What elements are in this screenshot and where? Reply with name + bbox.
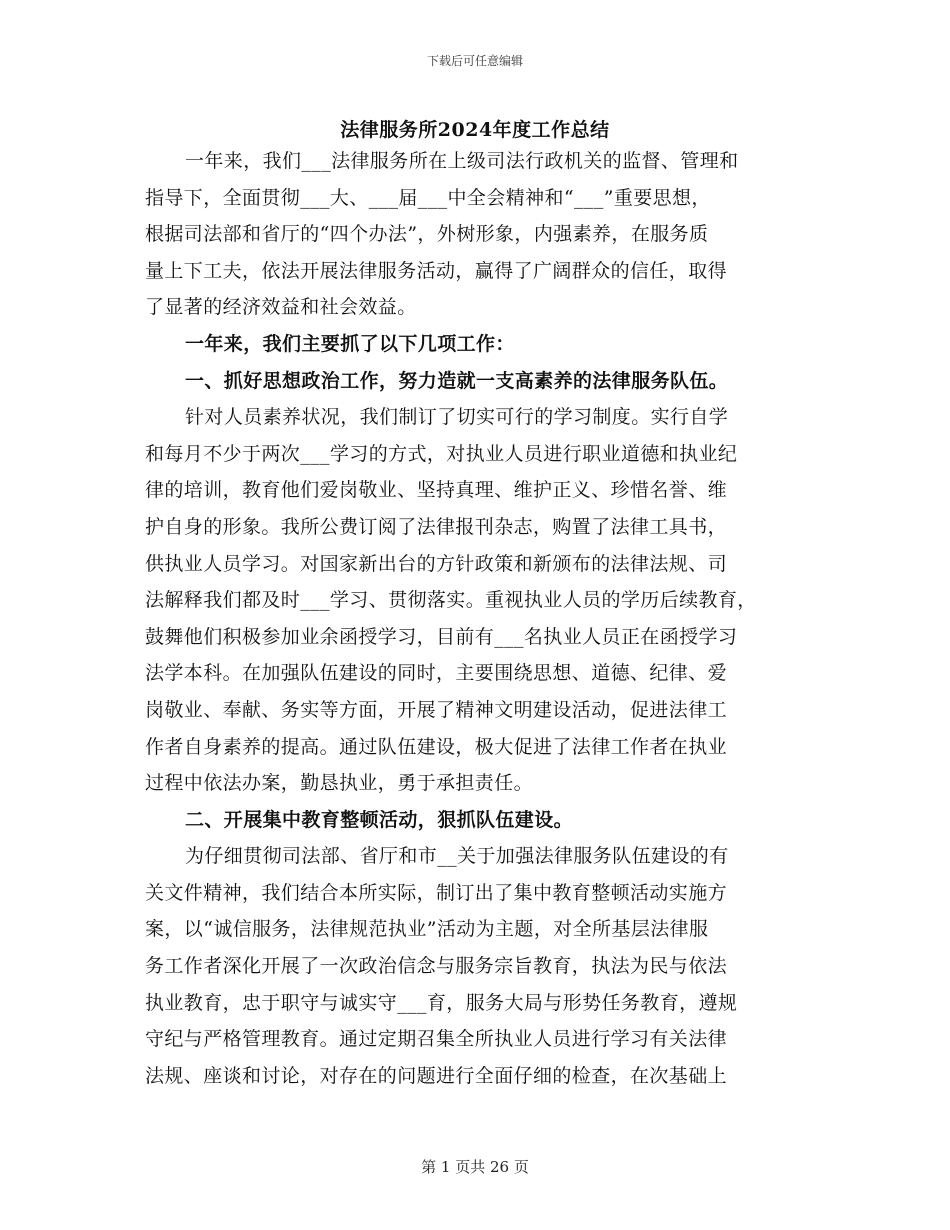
section-heading-line: 一、抓好思想政治工作，努力造就一支高素养的法律服务队伍。 — [185, 369, 729, 392]
paragraph-line: 执业教育，忠于职守与诚实守___育，服务大局与形势任务教育，遵规 — [145, 991, 738, 1014]
paragraph-line: 根据司法部和省厅的“四个办法”，外树形象，内强素养，在服务质 — [145, 223, 709, 246]
document-title: 法律服务所2024年度工作总结 — [340, 119, 610, 141]
paragraph-line: 法学本科。在加强队伍建设的同时，主要围绕思想、道德、纪律、爱 — [145, 662, 728, 685]
paragraph-line: 作者自身素养的提高。通过队伍建设，极大促进了法律工作者在执业 — [145, 735, 728, 758]
paragraph-line: 了显著的经济效益和社会效益。 — [145, 296, 417, 319]
paragraph-line: 供执业人员学习。对国家新出台的方针政策和新颁布的法律法规、司 — [145, 552, 728, 575]
page-footer: 第 1 页共 26 页 — [421, 1158, 529, 1176]
paragraph-line: 案，以“诚信服务，法律规范执业”活动为主题，对全所基层法律服 — [145, 918, 709, 941]
paragraph-line: 守纪与严格管理教育。通过定期召集全所执业人员进行学习有关法律 — [145, 1028, 728, 1051]
paragraph-line: 过程中依法办案，勤恳执业，勇于承担责任。 — [145, 772, 534, 795]
paragraph-line: 量上下工夫，依法开展法律服务活动，赢得了广阔群众的信任，取得 — [145, 259, 728, 282]
paragraph-line: 岗敬业、奉献、务实等方面，开展了精神文明建设活动，促进法律工 — [145, 698, 728, 721]
paragraph-line: 关文件精神，我们结合本所实际，制订出了集中教育整顿活动实施方 — [145, 881, 728, 904]
paragraph-line: 鼓舞他们积极参加业余函授学习，目前有___名执业人员正在函授学习 — [145, 625, 738, 648]
paragraph-line: 律的培训，教育他们爱岗敬业、坚持真理、维护正义、珍惜名誉、维 — [145, 479, 728, 502]
paragraph-line: 为仔细贯彻司法部、省厅和市__关于加强法律服务队伍建设的有 — [185, 845, 729, 868]
paragraph-line: 一年来，我们___法律服务所在上级司法行政机关的监督、管理和 — [185, 150, 739, 172]
paragraph-line: 法规、座谈和讨论，对存在的问题进行全面仔细的检查，在次基础上 — [145, 1064, 728, 1087]
page-header: 下载后可任意编辑 — [426, 54, 523, 68]
paragraph-line: 针对人员素养状况，我们制订了切实可行的学习制度。实行自学 — [185, 406, 729, 429]
paragraph-line: 护自身的形象。我所公费订阅了法律报刊杂志，购置了法律工具书， — [145, 515, 728, 538]
section-heading-line: 二、开展集中教育整顿活动，狠抓队伍建设。 — [185, 808, 574, 831]
paragraph-line: 指导下，全面贯彻___大、___届___中全会精神和“___”重要思想， — [145, 186, 711, 209]
section-heading-line: 一年来，我们主要抓了以下几项工作： — [185, 332, 515, 355]
paragraph-line: 和每月不少于两次___学习的方式，对执业人员进行职业道德和执业纪 — [145, 442, 738, 465]
document-body — [145, 143, 825, 1094]
paragraph-line: 法解释我们都及时___学习、贯彻落实。重视执业人员的学历后续教育， — [145, 589, 757, 612]
paragraph-line: 务工作者深化开展了一次政治信念与服务宗旨教育，执法为民与依法 — [145, 955, 728, 978]
